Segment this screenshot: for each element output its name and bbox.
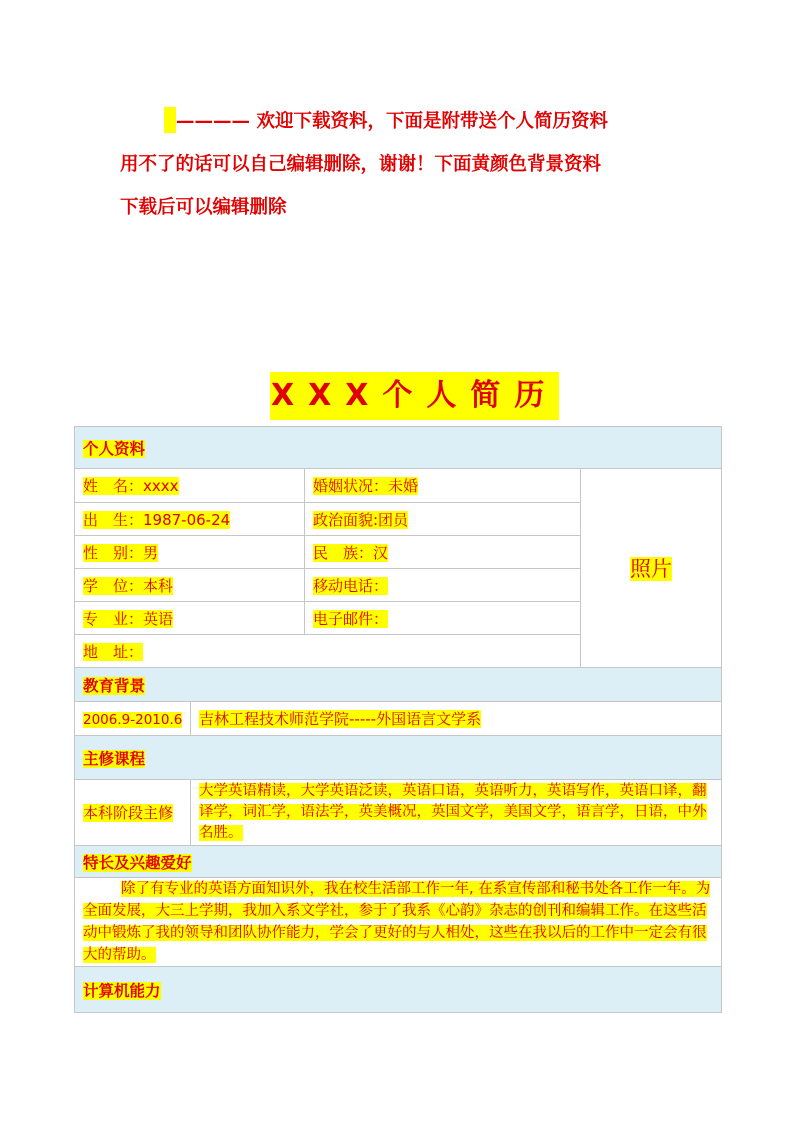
- personal-section-header: 个人资料: [75, 427, 722, 469]
- degree-cell: 学 位：本科: [75, 569, 305, 602]
- courses-section-header: 主修课程: [75, 736, 722, 780]
- name-cell: 姓 名：xxxx: [75, 469, 305, 503]
- education-period-cell: 2006.9-2010.6: [75, 702, 191, 736]
- intro-notice: [120, 100, 700, 229]
- intro-line-2: 用不了的话可以自己编辑删除，谢谢！下面黄颜色背景资料: [120, 154, 602, 175]
- courses-label-cell: 本科阶段主修: [75, 780, 191, 846]
- resume-title: XXX个人简历: [270, 372, 559, 420]
- courses-section-row: [75, 736, 722, 780]
- address-cell: 地 址：: [75, 635, 581, 668]
- photo-placeholder: 照片: [630, 557, 672, 581]
- resume-table: [74, 426, 722, 1013]
- education-section-header: 教育背景: [75, 668, 722, 702]
- courses-content-cell: 大学英语精读，大学英语泛读，英语口语，英语听力，英语写作，英语口译，翻译学，词汇学，语法学，英美概况，英国文学，美国文学，语言学，日语，中外名胜。: [191, 780, 722, 846]
- marital-cell: 婚姻状况：未婚: [305, 469, 581, 503]
- gender-cell: 性 别：男: [75, 536, 305, 569]
- hobbies-content-cell: 除了有专业的英语方面知识外，我在校生活部工作一年, 在系宣传部和秘书处各工作一年。为全面发展，大三上学期，我加入系文学社，参于了我系《心韵》杂志的创刊和编辑工作。在这些活动中锻炼了我的领导和团队协作能力，学会了更好的与人相处，这些在我以后的工作中一定会有很大的帮助。: [75, 878, 722, 967]
- personal-section-row: [75, 427, 722, 469]
- hobbies-section-row: [75, 846, 722, 878]
- education-section-row: [75, 668, 722, 702]
- mobile-cell: 移动电话：: [305, 569, 581, 602]
- hobbies-section-header: 特长及兴趣爱好: [75, 846, 722, 878]
- education-school-cell: 吉林工程技术师范学院-----外国语言文学系: [191, 702, 722, 736]
- intro-line-3: 下载后可以编辑删除: [120, 197, 287, 218]
- photo-cell: [581, 469, 722, 668]
- ethnicity-cell: 民 族：汉: [305, 536, 581, 569]
- personal-row-1: [75, 469, 722, 503]
- intro-line-1: ———— 欢迎下载资料，下面是附带送个人简历资料: [120, 100, 700, 143]
- computer-section-row: [75, 967, 722, 1013]
- highlight-marker: [164, 107, 176, 133]
- major-cell: 专 业：英语: [75, 602, 305, 635]
- political-cell: 政治面貌:团员: [305, 503, 581, 536]
- courses-row: [75, 780, 722, 846]
- birth-cell: 出 生：1987-06-24: [75, 503, 305, 536]
- hobbies-row: [75, 878, 722, 967]
- education-row: [75, 702, 722, 736]
- email-cell: 电子邮件：: [305, 602, 581, 635]
- computer-section-header: 计算机能力: [75, 967, 722, 1013]
